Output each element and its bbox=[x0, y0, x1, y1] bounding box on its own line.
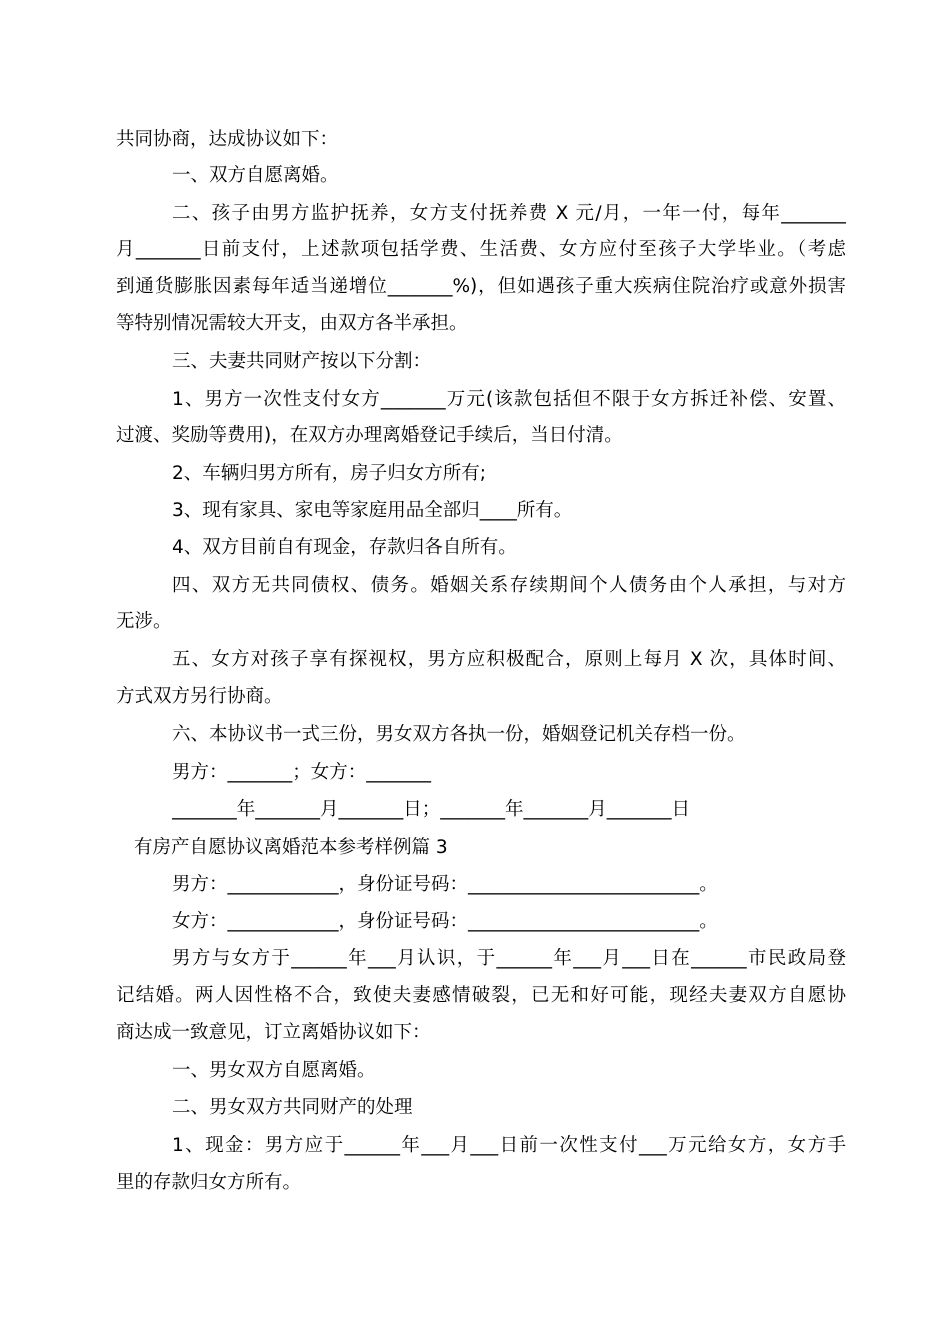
text-line: 过渡、奖励等费用)，在双方办理离婚登记手续后，当日付清。 bbox=[116, 425, 623, 446]
text-line: 月_______日前支付，上述款项包括学费、生活费、女方应付至孩子大学毕业。（考虑 bbox=[116, 239, 846, 260]
date-line: _______年_______月_______日；_______年_______月_______日 bbox=[172, 799, 691, 820]
text-line: 共同协商，达成协议如下： bbox=[116, 129, 339, 150]
text-line: 记结婚。两人因性格不合，致使夫妻感情破裂，已无和好可能，现经夫妻双方自愿协 bbox=[116, 985, 846, 1006]
text-line: 方式双方另行协商。 bbox=[116, 686, 283, 707]
text-line: 一、双方自愿离婚。 bbox=[172, 165, 339, 186]
text-line: 二、男女双方共同财产的处理 bbox=[172, 1097, 413, 1118]
signature-line: 男方：_______；女方：_______ bbox=[172, 762, 432, 783]
text-line: 男方与女方于______年___月认识，于______年___月___日在______市民政局登 bbox=[172, 948, 846, 969]
text-line: 四、双方无共同债权、债务。婚姻关系存续期间个人债务由个人承担，与对方 bbox=[172, 575, 846, 596]
text-line: 到通货膨胀因素每年适当递增位_______%)，但如遇孩子重大疾病住院治疗或意外损害 bbox=[116, 276, 846, 297]
text-line: 二、孩子由男方监护抚养，女方支付抚养费 X 元/月，一年一付，每年_______ bbox=[172, 203, 846, 224]
text-line: 2、车辆归男方所有，房子归女方所有; bbox=[172, 463, 487, 484]
text-line: 1、男方一次性支付女方_______万元(该款包括但不限于女方拆迁补偿、安置、 bbox=[172, 389, 846, 410]
text-line: 三、夫妻共同财产按以下分割： bbox=[172, 351, 432, 372]
text-line: 4、双方目前自有现金，存款归各自所有。 bbox=[172, 537, 517, 558]
text-line: 商达成一致意见，订立离婚协议如下： bbox=[116, 1022, 431, 1043]
text-line: 女方：____________，身份证号码：_________________________。 bbox=[172, 911, 718, 932]
text-line: 等特别情况需较大开支，由双方各半承担。 bbox=[116, 313, 468, 334]
section-heading: 有房产自愿协议离婚范本参考样例篇 3 bbox=[134, 837, 448, 858]
text-line: 五、女方对孩子享有探视权，男方应积极配合，原则上每月 X 次，具体时间、 bbox=[172, 649, 846, 670]
text-line: 男方：____________，身份证号码：_________________________。 bbox=[172, 874, 718, 895]
text-line: 六、本协议书一式三份，男女双方各执一份，婚姻登记机关存档一份。 bbox=[172, 724, 746, 745]
text-line: 3、现有家具、家电等家庭用品全部归____所有。 bbox=[172, 500, 573, 521]
text-line: 无涉。 bbox=[116, 611, 172, 632]
text-line: 1、现金：男方应于______年___月___日前一次性支付___万元给女方，女方手 bbox=[172, 1135, 846, 1156]
text-line: 里的存款归女方所有。 bbox=[116, 1172, 302, 1193]
text-line: 一、男女双方自愿离婚。 bbox=[172, 1060, 376, 1081]
